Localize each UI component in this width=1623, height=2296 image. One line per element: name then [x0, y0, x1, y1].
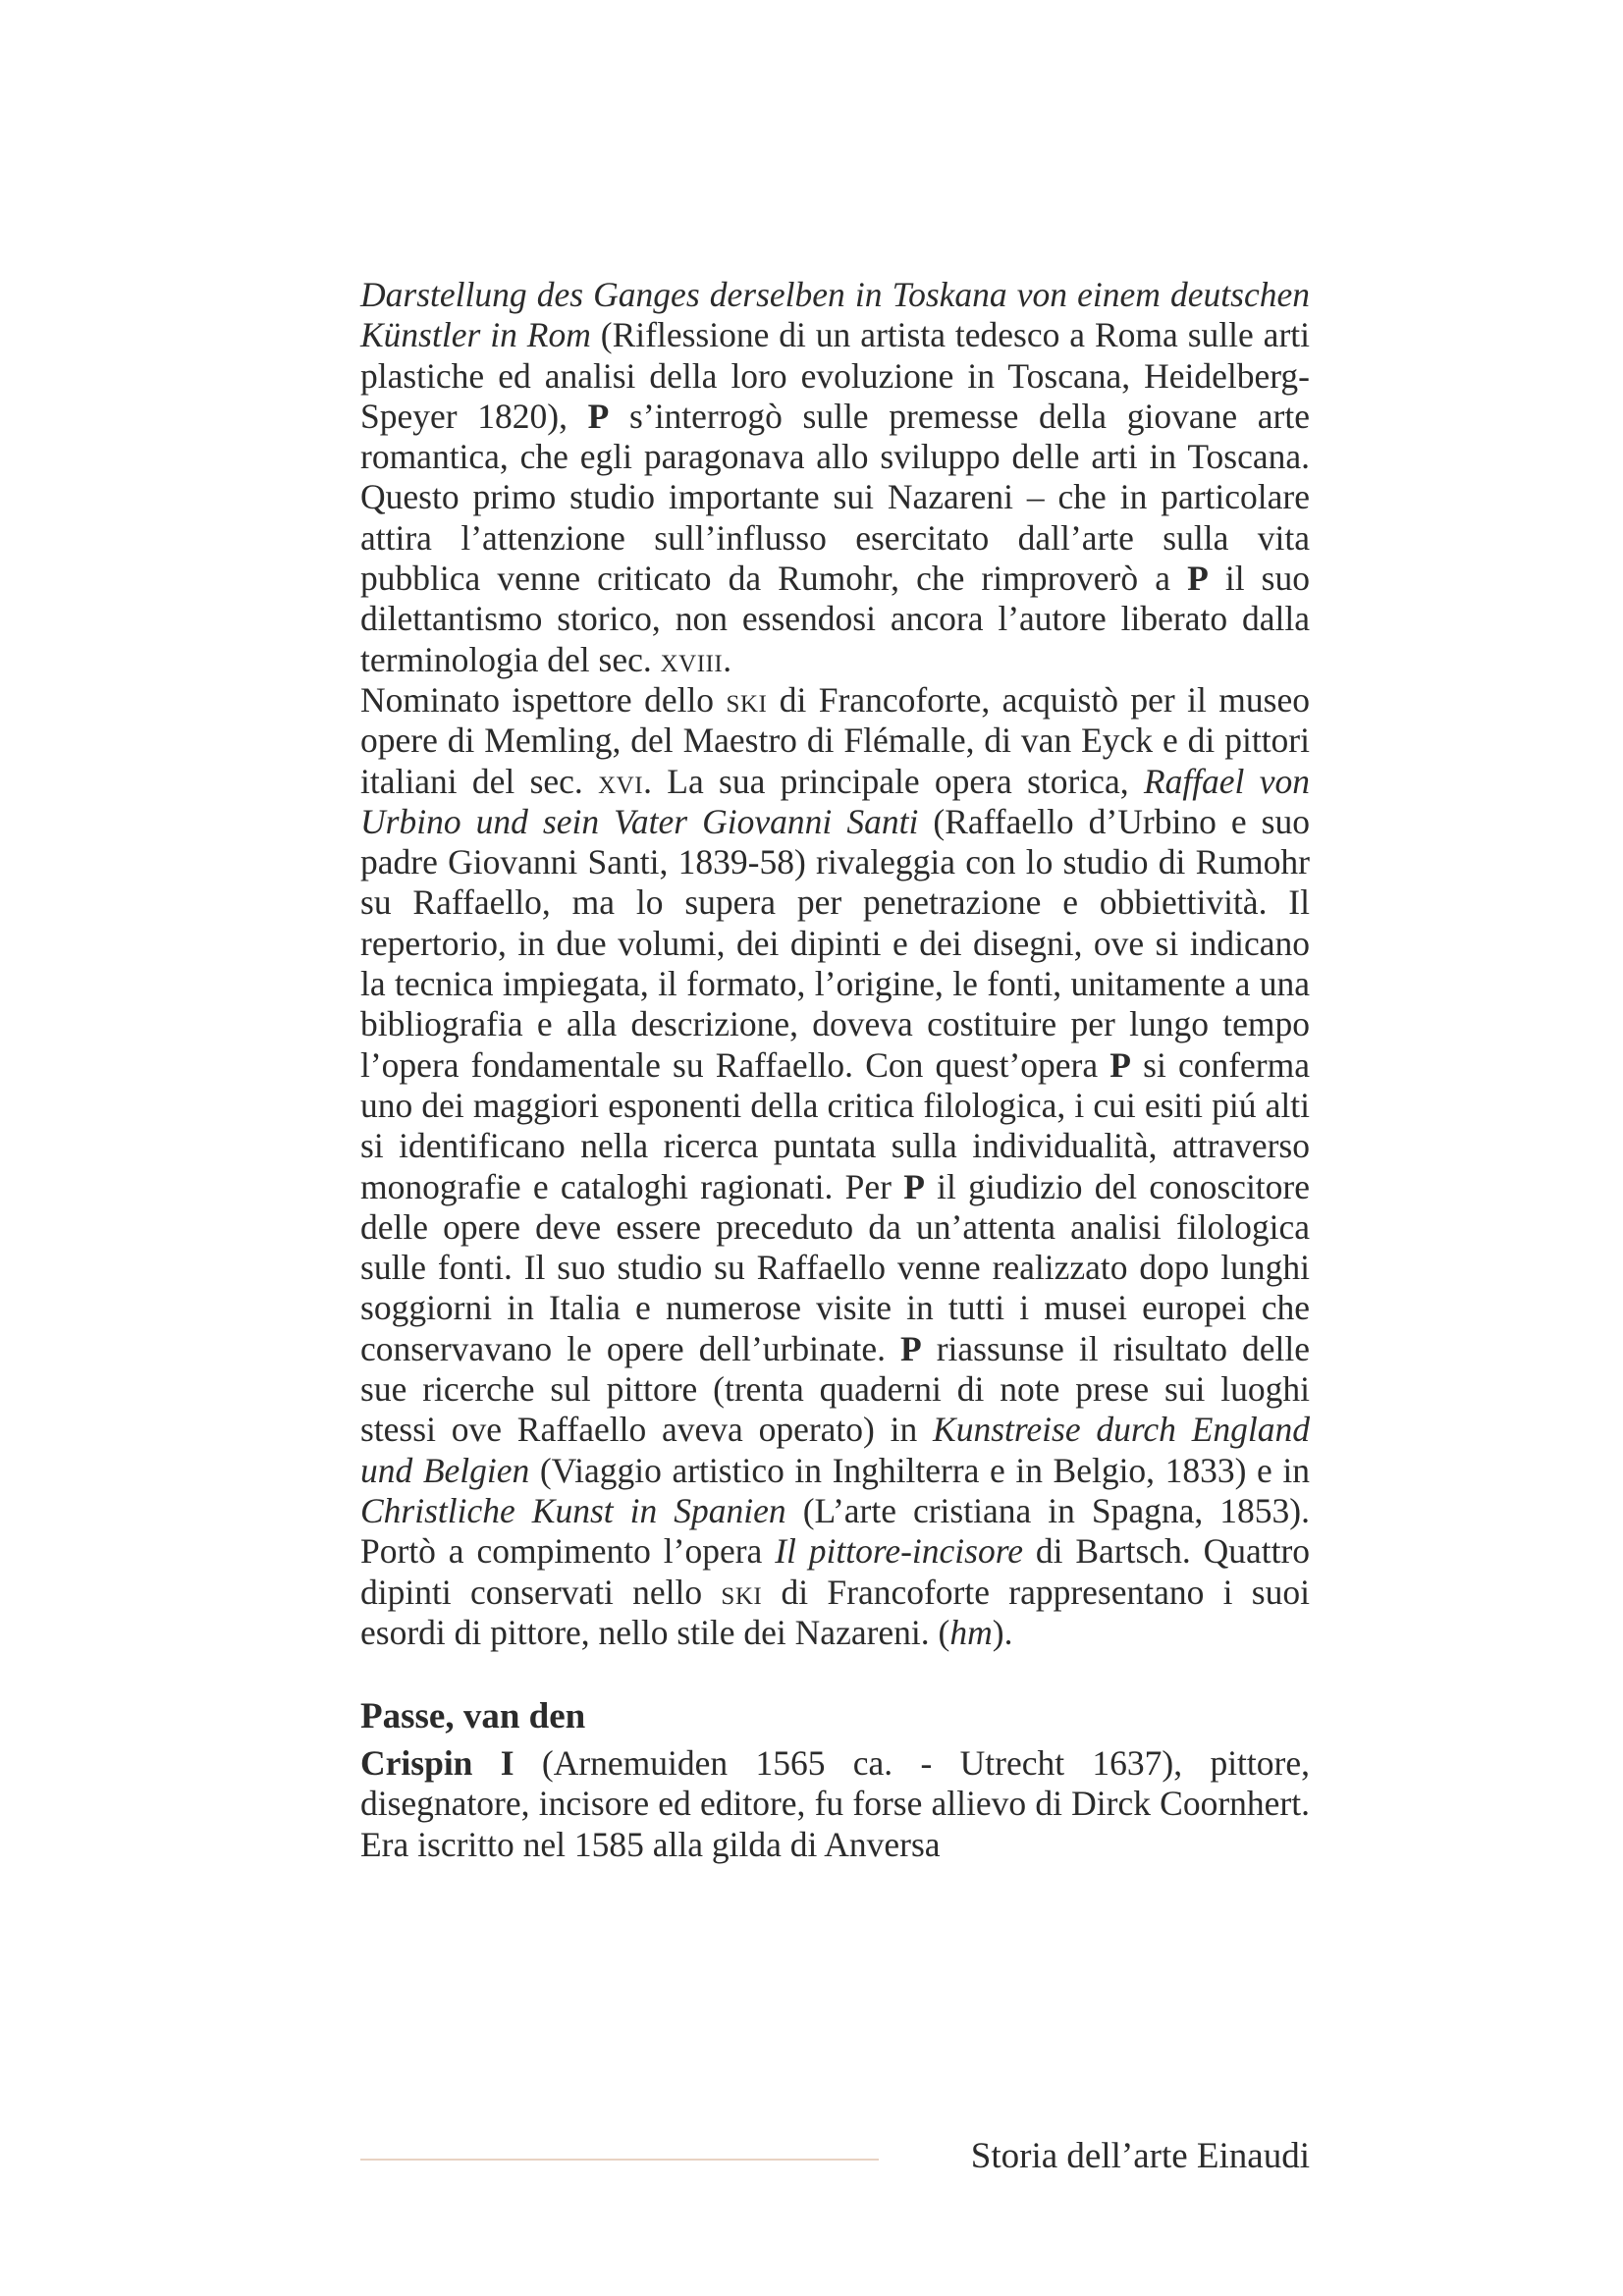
author-initial: P [1109, 1044, 1131, 1085]
author-initial: P [587, 396, 610, 436]
author-initial: P [1187, 559, 1209, 599]
author-signature: hm [949, 1612, 993, 1652]
text-run: riassunse il risultato delle sue ricerche sul pittore (trenta quaderni di note prese sui luoghi stessi ove Raffaello aveva operato) in [360, 1328, 1310, 1450]
author-initial: P [903, 1166, 925, 1206]
work-title: Kunstreise durch England und Belgien [360, 1410, 1310, 1490]
text-run: di Francoforte rappresentano i suoi esordi di pittore, nello stile dei Nazareni. ( [360, 1572, 1310, 1652]
century-numeral: xvi [598, 761, 644, 801]
entry-subject-name: Crispin I [360, 1743, 514, 1784]
paragraph-1 [360, 275, 1310, 680]
paragraph-2 [360, 680, 1310, 1653]
entry-paragraph [360, 1743, 1310, 1865]
text-run: s’interrogò sulle premesse della giovane arte romantica, che egli paragonava allo sviluppo delle arti in Toscana. Questo primo studio importante sui Nazareni – che in particolare attira l’attenzione sull’influsso esercitato dall’arte sulla vita pubblica venne criticato da Rumohr, che rimproverò a [360, 396, 1310, 599]
page-footer [360, 2134, 1310, 2183]
text-run: il suo dilettantismo storico, non essendosi ancora l’autore liberato dalla terminologia del sec. [360, 559, 1310, 679]
text-run: (Viaggio artistico in Inghilterra e in Belgio, 1833) e in [529, 1450, 1310, 1490]
text-run: (Raffaello d’Urbino e suo padre Giovanni Santi, 1839-58) rivaleggia con lo studio di Rumohr su Raffaello, ma lo supera per penetrazione e obbiettività. Il repertorio, in due volumi, dei dipinti e dei disegni, ove si indicano la tecnica impiegata, il formato, l’origine, le fonti, unitamente a una bibliografia e alla descrizione, doveva costituire per lungo tempo l’opera fondamentale su Raffaello. Con quest’opera [360, 801, 1310, 1085]
text-run: ). [992, 1612, 1013, 1652]
museum-abbreviation: ski [726, 679, 768, 720]
text-run: il giudizio del conoscitore delle opere deve essere preceduto da un’attenta analisi filologica sulle fonti. Il suo studio su Raffaello venne realizzato dopo lunghi soggiorni in Italia e numerose visite in tutti i musei europei che conservavano le opere dell’urbinate. [360, 1166, 1310, 1368]
german-title: Darstellung des Ganges derselben in Toskana von einem deutschen Künstler in Rom [360, 275, 1310, 355]
museum-abbreviation: ski [721, 1572, 763, 1612]
text-run: (L’arte cristiana in Spagna, 1853). Portò a compimento l’opera [360, 1490, 1310, 1572]
work-title: Christliche Kunst in Spanien [360, 1490, 786, 1530]
footer-rule [360, 2159, 879, 2161]
work-title: Il pittore-incisore [775, 1531, 1023, 1572]
article-body [360, 275, 1310, 1865]
text-run: . La sua principale opera storica, [643, 761, 1144, 801]
text-run: di Bartsch. Quattro dipinti conservati nello [360, 1531, 1311, 1612]
publication-title: Storia dell’arte Einaudi [970, 2136, 1310, 2176]
century-numeral: xviii [660, 639, 724, 679]
text-run: (Riflessione di un artista tedesco a Roma sulle arti plastiche ed analisi della loro evoluzione in Toscana, Heidelberg-Speyer 1820), [360, 315, 1310, 436]
text-run: Nominato ispettore dello [360, 679, 727, 720]
work-title: Raffael von Urbino und sein Vater Giovanni Santi [360, 761, 1310, 841]
author-initial: P [899, 1328, 922, 1368]
text-run: si conferma uno dei maggiori esponenti della critica filologica, i cui esiti piú alti si identificano nella ricerca puntata sulla individualità, attraverso monografie e cataloghi ragionati. Per [360, 1044, 1310, 1206]
entry-heading: Passe, van den [360, 1696, 586, 1737]
text-run: (Arnemuiden 1565 ca. - Utrecht 1637), pittore, disegnatore, incisore ed editore, fu forse allievo di Dirck Coornhert. Era iscritto nel 1585 alla gilda di Anversa [360, 1743, 1310, 1864]
text-run: di Francoforte, acquistò per il museo opere di Memling, del Maestro di Flémalle, di van Eyck e di pittori italiani del sec. [360, 679, 1310, 801]
text-run: . [723, 639, 732, 679]
